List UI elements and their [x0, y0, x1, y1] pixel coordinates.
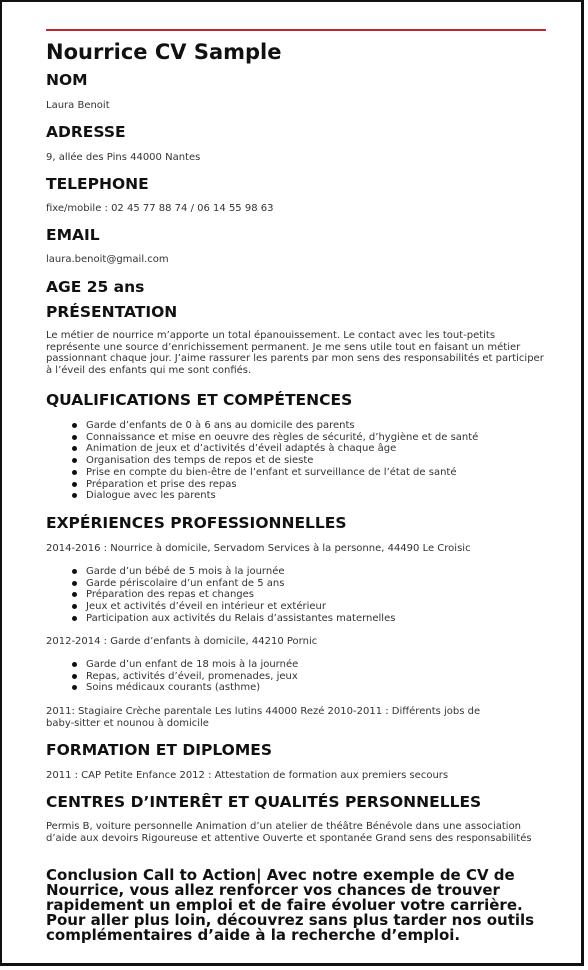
formation-heading: FORMATION ET DIPLOMES — [46, 741, 273, 759]
accent-rule — [46, 29, 546, 31]
job-1-list — [72, 566, 395, 625]
adresse-heading: ADRESSE — [46, 123, 126, 141]
list-item: Garde d’enfants de 0 à 6 ans au domicile des parents — [72, 420, 478, 432]
list-item: Animation de jeux et d’activités d’éveil adaptés à chaque âge — [72, 443, 478, 455]
qualifications-heading: QUALIFICATIONS ET COMPÉTENCES — [46, 391, 353, 409]
job-2-list — [72, 659, 298, 694]
presentation-text: Le métier de nourrice m’apporte un total épanouissement. Le contact avec les tout-petits représente une source d’enrichissement permanent. Je me sens utile tout en faisant un métier passionnant chaque jour. J’aime rassurer les parents par mon sens des responsabilités et participer à l’éveil des enfants qui me sont confiés. — [46, 330, 544, 376]
other-experience: 2011: Stagiaire Crèche parentale Les lutins 44000 Rezé 2010-2011 : Différents jobs de baby-sitter et nounou à domicile — [46, 706, 481, 729]
list-item: Garde périscolaire d’un enfant de 5 ans — [72, 578, 395, 590]
age-heading: AGE 25 ans — [46, 278, 145, 296]
list-item: Prise en compte du bien-être de l’enfant et surveillance de l’état de santé — [72, 467, 478, 479]
list-item: Préparation des repas et changes — [72, 589, 395, 601]
adresse-value: 9, allée des Pins 44000 Nantes — [46, 152, 201, 163]
list-item: Organisation des temps de repos et de sieste — [72, 455, 478, 467]
list-item: Jeux et activités d’éveil en intérieur et extérieur — [72, 601, 395, 613]
page-title: Nourrice CV Sample — [46, 40, 282, 64]
list-item: Connaissance et mise en oeuvre des règles de sécurité, d’hygiène et de santé — [72, 432, 478, 444]
list-item: Préparation et prise des repas — [72, 479, 478, 491]
email-heading: EMAIL — [46, 226, 100, 244]
email-value: laura.benoit@gmail.com — [46, 254, 169, 265]
presentation-heading: PRÉSENTATION — [46, 303, 178, 321]
interets-text: Permis B, voiture personnelle Animation d’un atelier de théâtre Bénévole dans une association d’aide aux devoirs Rigoureuse et attentive Ouverte et spontanée Grand sens des responsabilités — [46, 821, 532, 844]
telephone-value: fixe/mobile : 02 45 77 88 74 / 06 14 55 98 63 — [46, 203, 274, 214]
list-item: Participation aux activités du Relais d’assistantes maternelles — [72, 613, 395, 625]
nom-heading: NOM — [46, 71, 88, 89]
experiences-heading: EXPÉRIENCES PROFESSIONNELLES — [46, 514, 347, 532]
list-item: Soins médicaux courants (asthme) — [72, 682, 298, 694]
list-item: Dialogue avec les parents — [72, 490, 478, 502]
call-to-action: Conclusion Call to Action| Avec notre exemple de CV de Nourrice, vous allez renforcer vos chances de trouver rapidement un emploi et de faire évoluer votre carrière. Pour aller plus loin, découvrez sans plus tarder nos outils complémentaires d’aide à la recherche d’emploi. — [46, 866, 535, 944]
nom-value: Laura Benoit — [46, 100, 110, 111]
job-1-title: 2014-2016 : Nourrice à domicile, Servadom Services à la personne, 44490 Le Croisic — [46, 543, 471, 554]
job-2-title: 2012-2014 : Garde d’enfants à domicile, 44210 Pornic — [46, 636, 318, 647]
qualifications-list — [72, 420, 478, 502]
formation-text: 2011 : CAP Petite Enfance 2012 : Attestation de formation aux premiers secours — [46, 770, 449, 781]
list-item: Garde d’un enfant de 18 mois à la journée — [72, 659, 298, 671]
list-item: Repas, activités d’éveil, promenades, jeux — [72, 671, 298, 683]
telephone-heading: TELEPHONE — [46, 175, 149, 193]
list-item: Garde d’un bébé de 5 mois à la journée — [72, 566, 395, 578]
interets-heading: CENTRES D’INTERÊT ET QUALITÉS PERSONNELLES — [46, 793, 482, 811]
